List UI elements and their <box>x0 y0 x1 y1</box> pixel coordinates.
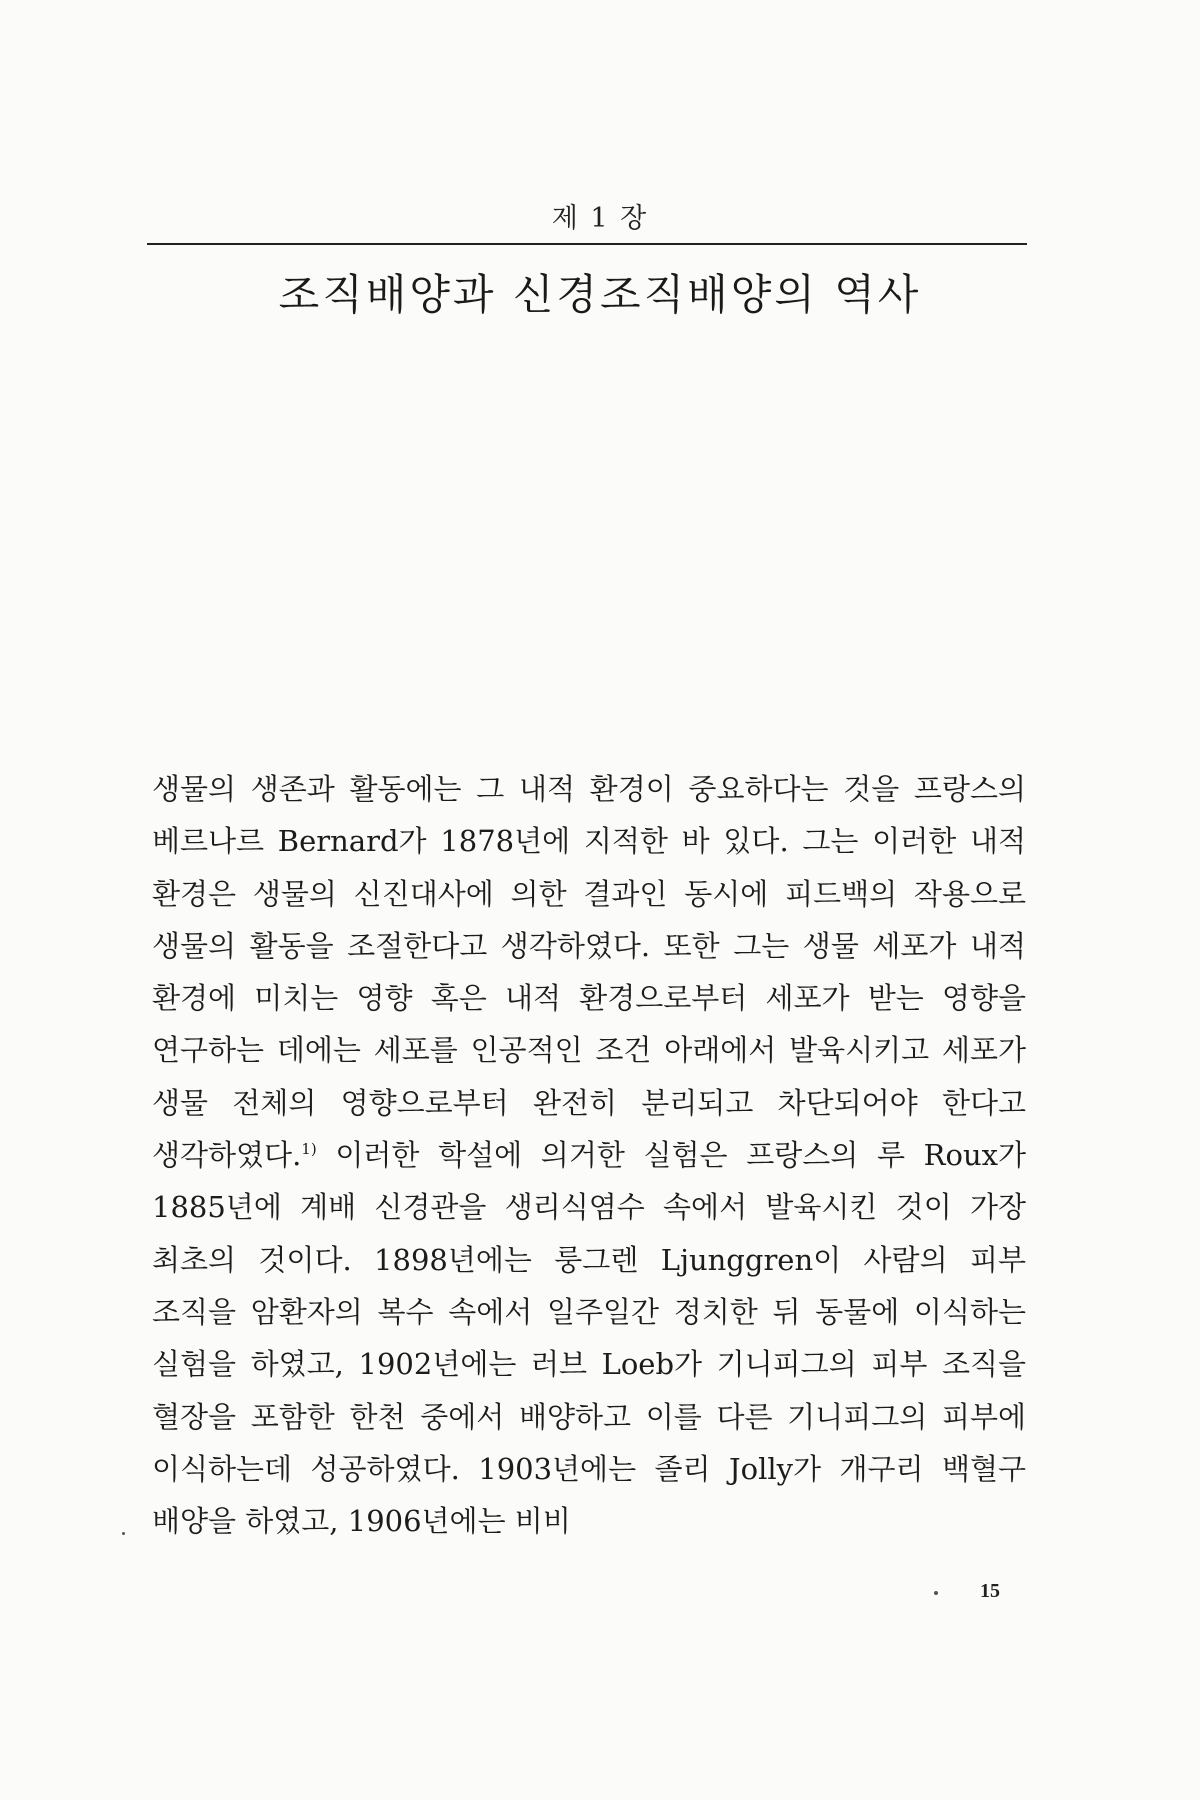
chapter-label: 제 1 장 <box>551 203 649 234</box>
body-text-part-1: 생물의 생존과 활동에는 그 내적 환경이 중요하다는 것을 프랑스의 베르나르 Bernard가 1878년에 지적한 바 있다. 그는 이러한 내적 환경은 생물의 신진대사에 의한 결과인 동시에 피드백의 작용으로 생물의 활동을 조절한다고 생각하였다. 또한 그는 생물 세포가 내적 환경에 미치는 영향 혹은 내적 환경으로부터 세포가 받는 영향을 연구하는 데에는 세포를 인공적인 조건 아래에서 발육시키고 세포가 생물 전체의 영향으로부터 완전히 분리되고 차단되어야 한다고 생각하였다. <box>152 772 1026 1173</box>
page-number: 15 <box>980 1580 1000 1602</box>
body-text-part-2: 이러한 학설에 의거한 실험은 프랑스의 루 Roux가 1885년에 계배 신경관을 생리식염수 속에서 발육시킨 것이 가장 최초의 것이다. 1898년에는 룽그렌 Ljunggren이 사람의 피부 조직을 암환자의 복수 속에서 일주일간 정치한 뒤 동물에 이식하는 실험을 하였고, 1902년에는 러브 Loeb가 기니피그의 피부 조직을 혈장을 포함한 한천 중에서 배양하고 이를 다른 기니피그의 피부에 이식하는데 성공하였다. 1903년에는 졸리 Jolly가 개구리 백혈구 배양을 하였고, 1906년에는 비비 <box>152 1138 1026 1539</box>
scan-speck <box>122 1532 125 1535</box>
scan-speck <box>934 1591 938 1595</box>
footnote-marker: 1) <box>301 1140 317 1159</box>
chapter-divider <box>147 243 1027 245</box>
body-paragraph <box>152 763 1026 1547</box>
chapter-title: 조직배양과 신경조직배양의 역사 <box>278 270 922 319</box>
